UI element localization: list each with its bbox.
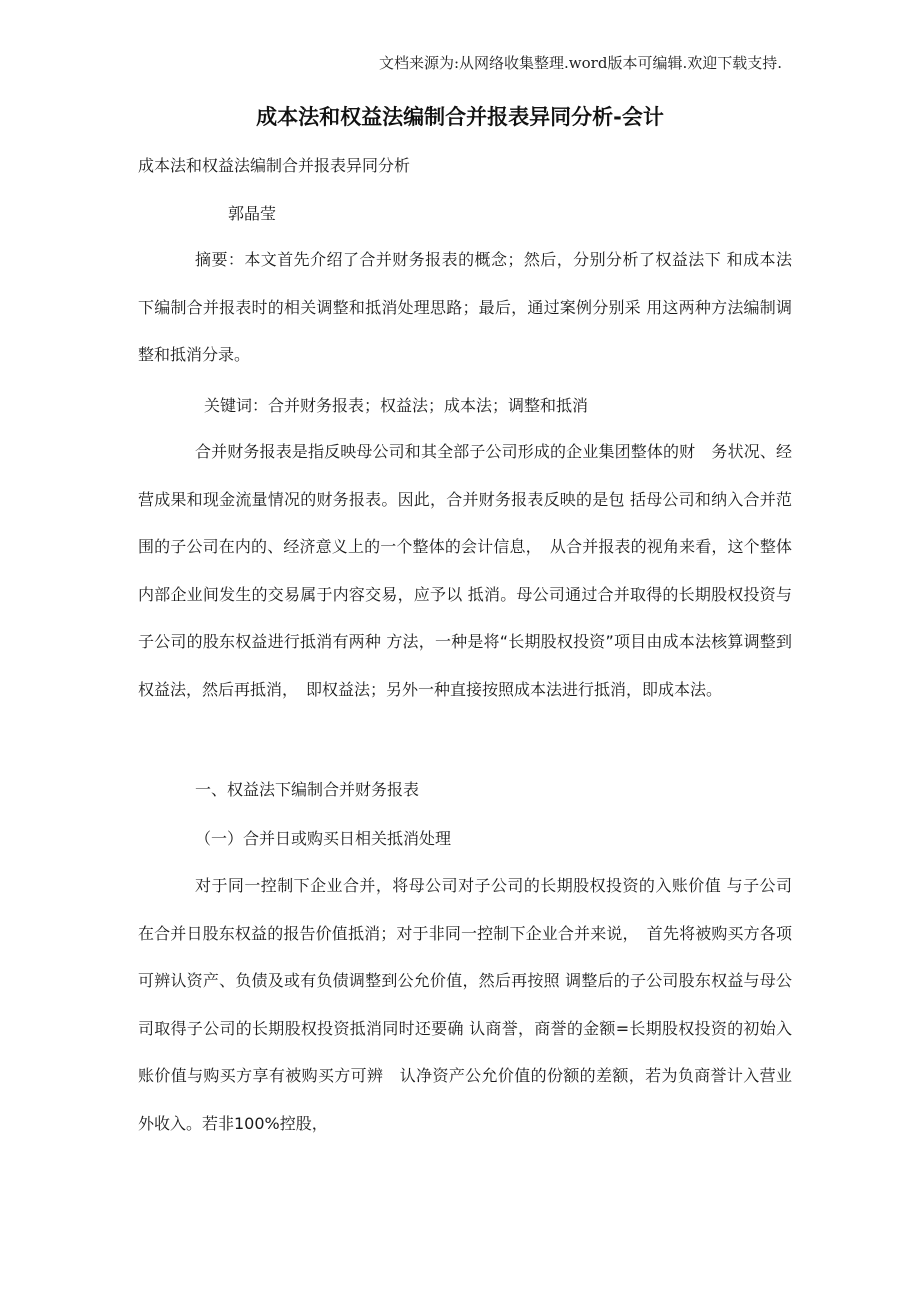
keywords-line: 关键词：合并财务报表；权益法；成本法；调整和抵消 [204,396,589,415]
document-subtitle: 成本法和权益法编制合并报表异同分析 [138,156,411,175]
abstract-paragraph: 摘要：本文首先介绍了合并财务报表的概念；然后，分别分析了权益法下 和成本法下编制合并报表时的相关调整和抵消处理思路；最后，通过案例分别采 用这两种方法编制调整和抵消分录。 [138,250,792,364]
section-heading: 一、权益法下编制合并财务报表 [195,780,420,799]
document-title: 成本法和权益法编制合并报表异同分析-会计 [256,105,664,129]
subsection-heading: （一）合并日或购买日相关抵消处理 [195,829,452,848]
source-note: 文档来源为:从网络收集整理.word版本可编辑.欢迎下载支持. [378,54,782,72]
intro-paragraph: 合并财务报表是指反映母公司和其全部子公司形成的企业集团整体的财 务状况、经营成果和现金流量情况的财务报表。因此，合并财务报表反映的是包 括母公司和纳入合并范围的子公司在内的、经济意义上的一个整体的会计信息， 从合并报表的视角来看，这个整体内部企业间发生的交易属于内容交易，应予以 抵消。母公司通过合并取得的长期股权投资与子公司的股东权益进行抵消有两种 方法，一种是将“长期股权投资”项目由成本法核算调整到权益法，然后再抵消， 即权益法；另外一种直接按照成本法进行抵消，即成本法。 [138,442,792,699]
author-name: 郭晶莹 [228,204,277,223]
body-paragraph: 对于同一控制下企业合并，将母公司对子公司的长期股权投资的入账价值 与子公司在合并日股东权益的报告价值抵消；对于非同一控制下企业合并来说， 首先将被购买方各项可辨认资产、负债及或有负债调整到公允价值，然后再按照 调整后的子公司股东权益与母公司取得子公司的长期股权投资抵消同时还要确 认商誉，商誉的金额=长期股权投资的初始入账价值与购买方享有被购买方可辨 认净资产公允价值的份额的差额，若为负商誉计入营业外收入。若非100%控股， [138,876,792,1133]
